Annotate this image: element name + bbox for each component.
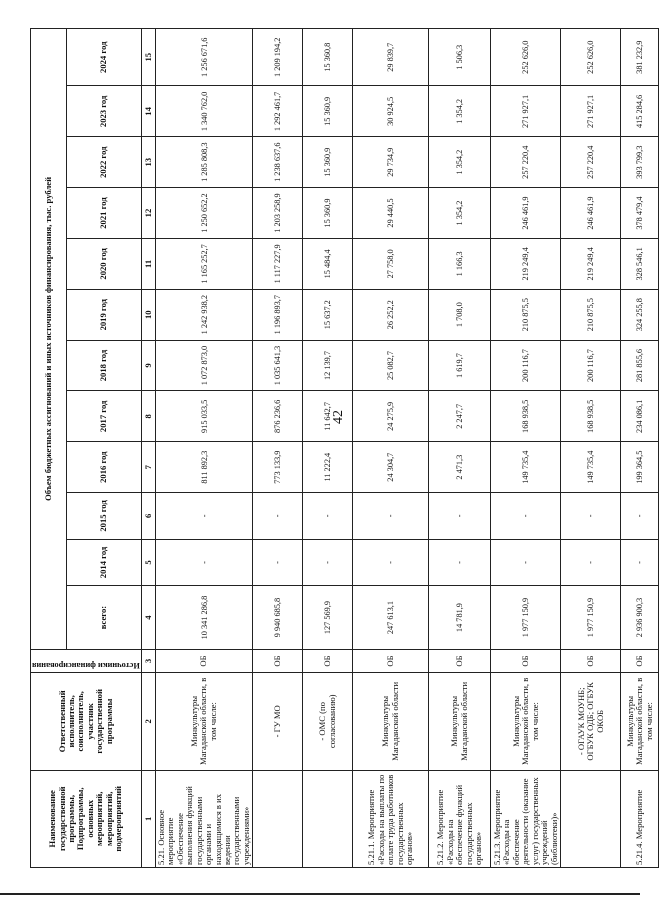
row-value: 247 613,1 [353, 586, 429, 650]
row-value: 252 626,0 [561, 29, 621, 86]
row-value: 30 924,5 [353, 86, 429, 137]
row-name [253, 770, 303, 867]
col-resp-header: Ответственный исполнитель, соисполнитель, участник государственной программы [31, 673, 142, 770]
row-responsible: Минкультуры Магаданской области, в том числе: [621, 673, 659, 770]
row-value: 1 209 194,2 [253, 29, 303, 86]
year-header-2016: 2016 год [67, 442, 142, 493]
row-value: - [155, 493, 253, 540]
row-value: 29 440,5 [353, 188, 429, 239]
year-header-2020: 2020 год [67, 238, 142, 289]
bottom-rule [0, 893, 640, 895]
year-header-2021: 2021 год [67, 188, 142, 239]
row-value: 2 936 900,3 [621, 586, 659, 650]
col-source-text: Источники финансирования [32, 661, 140, 671]
row-value: - [491, 539, 561, 586]
row-value: 199 364,5 [621, 442, 659, 493]
row-value: 210 875,5 [561, 289, 621, 340]
row-value: 381 232,9 [621, 29, 659, 86]
row-value: 25 082,7 [353, 340, 429, 391]
row-value: 24 275,9 [353, 391, 429, 442]
row-value: 10 341 286,8 [155, 586, 253, 650]
col-total-header: всего: [67, 586, 142, 650]
row-name [561, 770, 621, 867]
row-value: 1 354,2 [429, 188, 491, 239]
row-value: 252 626,0 [491, 29, 561, 86]
col-number: 10 [141, 289, 155, 340]
table-row [353, 29, 429, 868]
row-source: ОБ [303, 649, 353, 672]
row-value: 1 196 893,7 [253, 289, 303, 340]
col-number: 7 [141, 442, 155, 493]
table-row [303, 29, 353, 868]
row-value: 811 892,3 [155, 442, 253, 493]
row-value: 415 284,6 [621, 86, 659, 137]
row-value: 1 250 652,2 [155, 188, 253, 239]
budget-table [30, 28, 659, 868]
row-value: 271 927,1 [561, 86, 621, 137]
row-value: 257 220,4 [561, 137, 621, 188]
row-value: 393 799,3 [621, 137, 659, 188]
row-value: 915 033,5 [155, 391, 253, 442]
row-source: ОБ [561, 649, 621, 672]
row-source: ОБ [429, 649, 491, 672]
row-value: - [253, 493, 303, 540]
row-value: 9 940 685,8 [253, 586, 303, 650]
row-responsible: Минкультуры Магаданской области [353, 673, 429, 770]
row-value: 15 484,4 [303, 238, 353, 289]
col-number: 1 [141, 770, 155, 867]
row-responsible: Минкультуры Магаданской области [429, 673, 491, 770]
row-value: 15 637,2 [303, 289, 353, 340]
col-source-header [31, 649, 142, 672]
row-value: 27 758,0 [353, 238, 429, 289]
row-value: 1 285 808,3 [155, 137, 253, 188]
row-value: 1 238 637,6 [253, 137, 303, 188]
row-value: 1 256 671,6 [155, 29, 253, 86]
row-source: ОБ [155, 649, 253, 672]
row-value: 149 735,4 [491, 442, 561, 493]
year-header-2014: 2014 год [67, 539, 142, 586]
row-value: 29 734,9 [353, 137, 429, 188]
year-header-2022: 2022 год [67, 137, 142, 188]
row-value: 257 220,4 [491, 137, 561, 188]
row-value: 11 222,4 [303, 442, 353, 493]
row-name: 5.21.1. Мероприятие «Расходы на выплаты по оплате труда работников государственных органов» [353, 770, 429, 867]
row-source: ОБ [491, 649, 561, 672]
row-value: 1 166,3 [429, 238, 491, 289]
row-value: - [491, 493, 561, 540]
year-header-2024: 2024 год [67, 29, 142, 86]
col-number: 2 [141, 673, 155, 770]
row-name: 5.21.3. Мероприятие «Расходы на обеспечение деятельности (оказание услуг) государственных учреждений (библиотеки)» [491, 770, 561, 867]
col-name-header: Наименование государственной программы, Подпрограммы, основных мероприятий, мероприятий, подмероприятий [31, 770, 142, 867]
row-value: 1 506,3 [429, 29, 491, 86]
row-value: 1 708,0 [429, 289, 491, 340]
table-row [155, 29, 253, 868]
year-header-2017: 2017 год [67, 391, 142, 442]
row-value: 1 354,2 [429, 86, 491, 137]
row-value: - [353, 539, 429, 586]
table-row [621, 29, 659, 868]
row-value: 1 619,7 [429, 340, 491, 391]
row-value: 2 471,3 [429, 442, 491, 493]
row-source: ОБ [253, 649, 303, 672]
row-value: 1 203 258,9 [253, 188, 303, 239]
row-value: 2 247,7 [429, 391, 491, 442]
col-number: 15 [141, 29, 155, 86]
row-value: - [621, 539, 659, 586]
row-value: 1 035 641,3 [253, 340, 303, 391]
col-number: 12 [141, 188, 155, 239]
row-value: 12 139,7 [303, 340, 353, 391]
row-value: 281 855,6 [621, 340, 659, 391]
row-value: 15 360,9 [303, 86, 353, 137]
col-number: 13 [141, 137, 155, 188]
row-value: - [561, 539, 621, 586]
row-value: 1 977 150,9 [561, 586, 621, 650]
row-source: ОБ [353, 649, 429, 672]
row-value: - [253, 539, 303, 586]
row-value: 200 116,7 [561, 340, 621, 391]
row-value: 1 165 252,7 [155, 238, 253, 289]
col-number: 3 [141, 649, 155, 672]
year-header-2015: 2015 год [67, 493, 142, 540]
row-value: 168 938,5 [491, 391, 561, 442]
budget-table-sheet [30, 28, 654, 868]
row-value: 15 360,9 [303, 188, 353, 239]
row-value: 246 461,9 [491, 188, 561, 239]
row-value: 1 242 938,2 [155, 289, 253, 340]
table-row [561, 29, 621, 868]
row-value: 246 461,9 [561, 188, 621, 239]
table-row [253, 29, 303, 868]
page-number: 42 [331, 410, 346, 424]
row-value: - [561, 493, 621, 540]
row-responsible: - ОМС (по согласованию) [303, 673, 353, 770]
table-row [429, 29, 491, 868]
row-responsible: Минкультуры Магаданской области, в том числе: [155, 673, 253, 770]
row-value: 29 839,7 [353, 29, 429, 86]
row-value: 219 249,4 [491, 238, 561, 289]
row-value: 24 304,7 [353, 442, 429, 493]
row-value: 200 116,7 [491, 340, 561, 391]
row-value: 876 236,6 [253, 391, 303, 442]
row-value: 219 249,4 [561, 238, 621, 289]
row-name: 5.21. Основное мероприятие «Обеспечение выполнения функций государственными органами и находящимися в их ведении государственными учреждениями» [155, 770, 253, 867]
row-value: 271 927,1 [491, 86, 561, 137]
row-value: 1 354,2 [429, 137, 491, 188]
row-value: 127 569,9 [303, 586, 353, 650]
row-value: 378 479,4 [621, 188, 659, 239]
row-value: 149 735,4 [561, 442, 621, 493]
year-header-2023: 2023 год [67, 86, 142, 137]
row-value: 15 360,9 [303, 137, 353, 188]
row-value: 1 292 461,7 [253, 86, 303, 137]
col-number: 11 [141, 238, 155, 289]
row-value: 168 938,5 [561, 391, 621, 442]
row-source: ОБ [621, 649, 659, 672]
row-name [303, 770, 353, 867]
row-value: 11 642,7 [303, 391, 353, 442]
row-value: 26 252,2 [353, 289, 429, 340]
row-value: 14 781,9 [429, 586, 491, 650]
row-responsible: Минкультуры Магаданской области, в том числе: [491, 673, 561, 770]
row-value: - [429, 493, 491, 540]
col-number: 8 [141, 391, 155, 442]
row-value: - [353, 493, 429, 540]
col-number: 14 [141, 86, 155, 137]
col-number: 5 [141, 539, 155, 586]
row-value: 1 340 762,0 [155, 86, 253, 137]
table-row [491, 29, 561, 868]
row-value: 1 117 227,9 [253, 238, 303, 289]
row-value: - [621, 493, 659, 540]
col-number: 4 [141, 586, 155, 650]
row-name: 5.21.2. Мероприятие «Расходы на обеспечение функций государственных органов» [429, 770, 491, 867]
col-number: 9 [141, 340, 155, 391]
year-header-2019: 2019 год [67, 289, 142, 340]
col-volume-header: Объем бюджетных ассигнований и иных источников финансирования, тыс. рублей [31, 29, 67, 650]
row-value: 773 133,9 [253, 442, 303, 493]
row-value: - [429, 539, 491, 586]
row-responsible: - ГУ МО [253, 673, 303, 770]
row-value: - [155, 539, 253, 586]
row-name: 5.21.4. Мероприятие [621, 770, 659, 867]
row-value: 1 072 873,0 [155, 340, 253, 391]
row-value: 15 360,8 [303, 29, 353, 86]
row-value: 1 977 150,9 [491, 586, 561, 650]
row-value: - [303, 539, 353, 586]
col-number: 6 [141, 493, 155, 540]
row-value: 210 875,5 [491, 289, 561, 340]
row-value: 324 255,8 [621, 289, 659, 340]
row-value: - [303, 493, 353, 540]
row-value: 328 546,1 [621, 238, 659, 289]
row-responsible: - ОГАУК МОУНБ; ОГБУК ОДБ; ОГБУК ОКОБ [561, 673, 621, 770]
row-value: 234 086,1 [621, 391, 659, 442]
year-header-2018: 2018 год [67, 340, 142, 391]
